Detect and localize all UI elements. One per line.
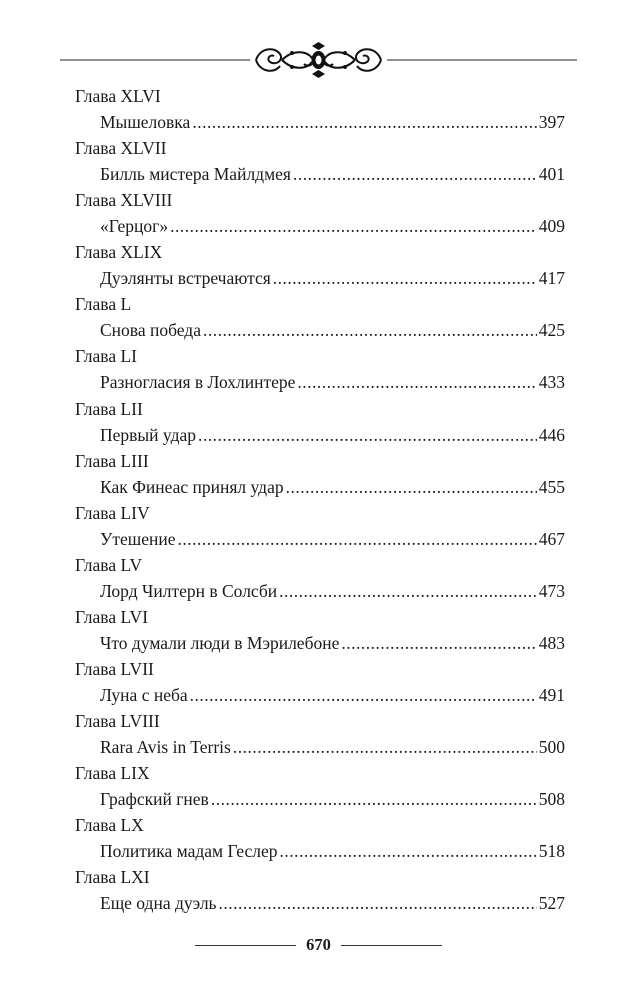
toc-entry	[100, 370, 565, 394]
chapter-title: Первый удар	[100, 424, 196, 445]
chapter-page-number: 473	[538, 580, 565, 601]
dot-leader	[279, 579, 537, 603]
chapter-page-number: 455	[538, 476, 565, 497]
chapter-title: Луна с неба	[100, 685, 188, 706]
chapter-label: Глава LIV	[75, 502, 150, 523]
chapter-label: Глава LVI	[75, 606, 149, 627]
toc-chapter	[75, 240, 565, 292]
chapter-page-number: 425	[538, 320, 565, 341]
header-ornament-icon	[60, 40, 577, 80]
chapter-label: Глава LVIII	[75, 711, 160, 732]
toc-chapter	[75, 501, 565, 553]
toc-chapter	[75, 605, 565, 657]
chapter-label: Глава XLVI	[75, 86, 161, 106]
footer-rule-right	[341, 945, 442, 946]
dot-leader	[170, 214, 537, 238]
dot-leader	[273, 266, 537, 290]
dot-leader	[293, 162, 537, 186]
chapter-page-number: 508	[538, 789, 565, 810]
chapter-label: Глава LXI	[75, 867, 150, 888]
chapter-label: Глава LV	[75, 554, 143, 575]
chapter-page-number: 433	[538, 372, 565, 393]
toc-chapter	[75, 136, 565, 188]
chapter-title: Как Финеас принял удар	[100, 476, 284, 497]
chapter-label: Глава LII	[75, 398, 143, 419]
footer-rule-left	[195, 945, 296, 946]
toc-chapter	[75, 188, 565, 240]
dot-leader	[286, 475, 537, 499]
chapter-title: Графский гнев	[100, 789, 209, 810]
chapter-page-number: 417	[538, 268, 565, 289]
chapter-title: Билль мистера Майлдмея	[100, 164, 291, 185]
dot-leader	[190, 683, 537, 707]
toc-entry	[100, 527, 565, 551]
chapter-title: Утешение	[100, 528, 176, 549]
toc-chapter	[75, 813, 565, 865]
toc-entry	[100, 423, 565, 447]
dot-leader	[178, 527, 537, 551]
table-of-contents	[75, 84, 565, 918]
dot-leader	[219, 891, 537, 915]
chapter-title: Еще одна дуэль	[100, 893, 217, 914]
dot-leader	[203, 318, 537, 342]
toc-entry	[100, 475, 565, 499]
chapter-title: Снова победа	[100, 320, 201, 341]
chapter-page-number: 446	[538, 424, 565, 445]
chapter-page-number: 518	[538, 841, 565, 862]
chapter-title: «Герцог»	[100, 216, 169, 237]
page-footer	[195, 932, 442, 958]
chapter-page-number: 401	[538, 164, 565, 185]
toc-chapter	[75, 344, 565, 396]
chapter-label: Глава LI	[75, 346, 137, 367]
toc-chapter	[75, 865, 565, 917]
chapter-page-number: 397	[538, 112, 565, 132]
chapter-page-number: 483	[538, 632, 565, 653]
toc-chapter	[75, 553, 565, 605]
toc-entry	[100, 735, 565, 759]
toc-entry	[100, 110, 565, 134]
toc-entry	[100, 266, 565, 290]
toc-chapter	[75, 84, 565, 136]
chapter-page-number: 491	[538, 685, 565, 706]
chapter-page-number: 527	[538, 893, 565, 914]
dot-leader	[192, 110, 536, 134]
toc-entry	[100, 631, 565, 655]
chapter-page-number: 467	[538, 528, 565, 549]
dot-leader	[341, 631, 536, 655]
toc-chapter	[75, 761, 565, 813]
chapter-title: Лорд Чилтерн в Солсби	[100, 580, 278, 601]
chapter-title: Разногласия в Лохлинтере	[100, 372, 296, 393]
chapter-label: Глава XLIX	[75, 242, 163, 263]
dot-leader	[297, 370, 536, 394]
toc-entry	[100, 891, 565, 915]
chapter-label: Глава LIX	[75, 763, 150, 784]
dot-leader	[211, 787, 537, 811]
toc-chapter	[75, 709, 565, 761]
dot-leader	[233, 735, 537, 759]
chapter-title: Мышеловка	[100, 112, 191, 132]
page-number: 670	[306, 935, 331, 954]
chapter-label: Глава L	[75, 294, 132, 315]
chapter-page-number: 500	[538, 737, 565, 758]
toc-entry	[100, 318, 565, 342]
chapter-title: Дуэлянты встречаются	[100, 268, 271, 289]
chapter-label: Глава LIII	[75, 450, 149, 471]
chapter-label: Глава XLVII	[75, 138, 167, 159]
toc-entry	[100, 683, 565, 707]
chapter-title: Rara Avis in Terris	[100, 737, 231, 758]
chapter-title: Политика мадам Геслер	[100, 841, 278, 862]
toc-entry	[100, 214, 565, 238]
toc-entry	[100, 787, 565, 811]
chapter-label: Глава LVII	[75, 659, 154, 680]
chapter-label: Глава XLVIII	[75, 190, 173, 211]
toc-chapter	[75, 449, 565, 501]
toc-entry	[100, 839, 565, 863]
toc-chapter	[75, 292, 565, 344]
toc-chapter	[75, 657, 565, 709]
toc-chapter	[75, 397, 565, 449]
dot-leader	[198, 423, 537, 447]
toc-entry	[100, 579, 565, 603]
toc-entry	[100, 162, 565, 186]
dot-leader	[280, 839, 537, 863]
chapter-label: Глава LX	[75, 815, 144, 836]
chapter-title: Что думали люди в Мэрилебоне	[100, 632, 340, 653]
chapter-page-number: 409	[538, 216, 565, 237]
